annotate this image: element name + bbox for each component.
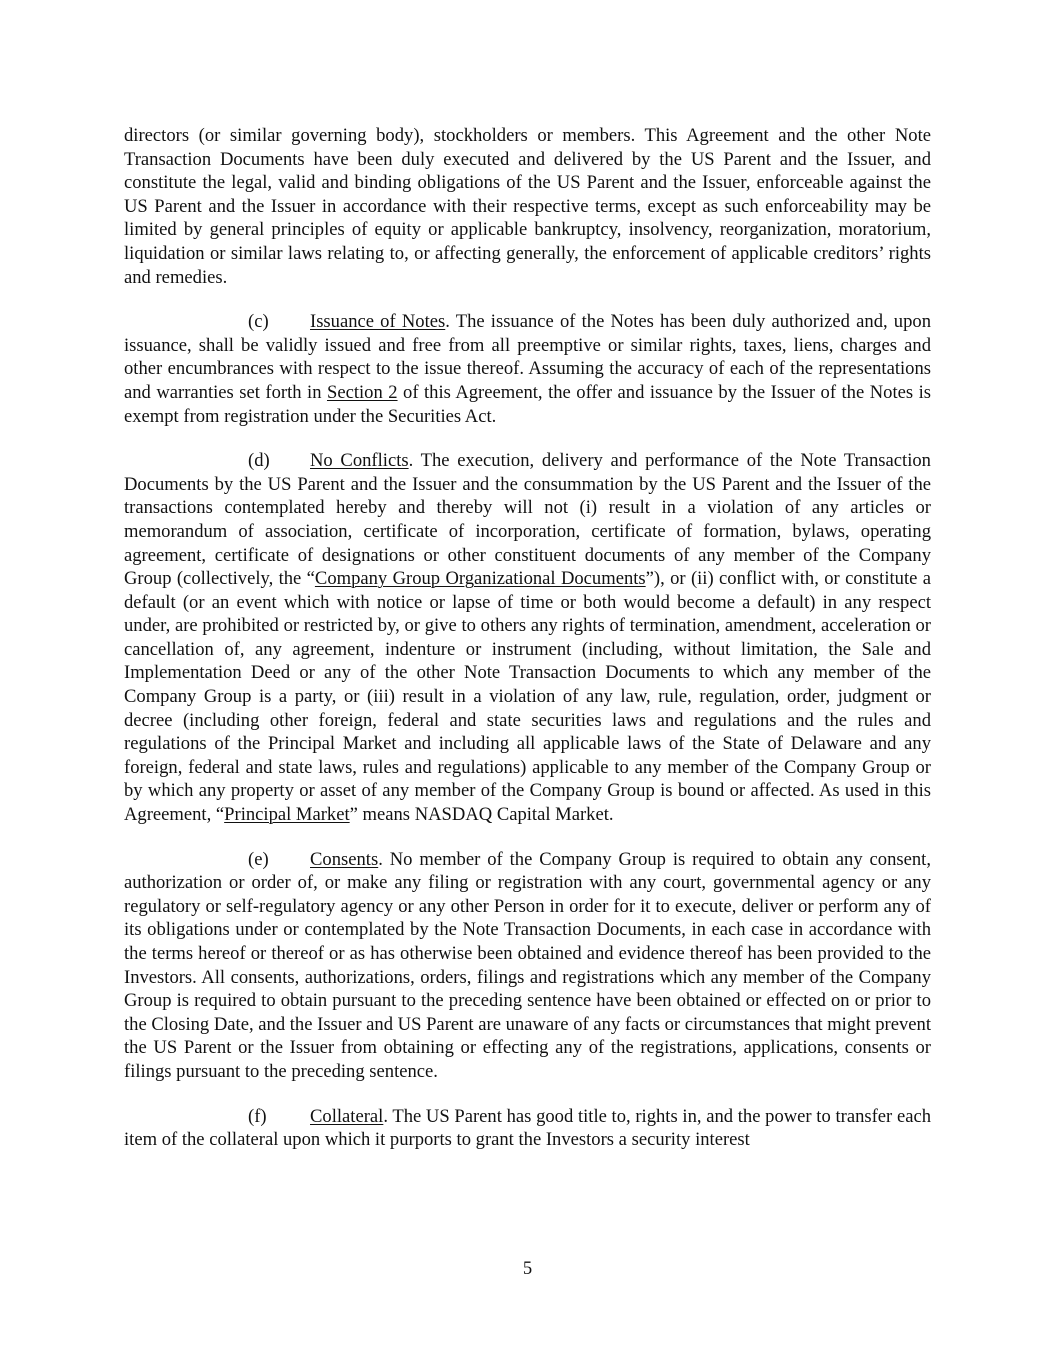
paragraph-f-label: (f) (248, 1105, 267, 1127)
paragraph-c-label: (c) (248, 311, 269, 333)
paragraph-c-text-2: of this Agreement, the offer and issuance by the Issuer of the Notes is exempt from registration under the Securities Act. (124, 381, 931, 427)
paragraph-d-label: (d) (248, 450, 270, 472)
paragraph-e-label: (e) (248, 848, 269, 870)
paragraph-d (124, 449, 931, 827)
paragraph-d-text-2: ”), or (ii) conflict with, or constitute a default (or an event which with notice or lapse of time or both would become a default) in any respect under, are prohibited or restricted by, or give to others any rights of termination, amendment, acceleration or cancellation of, any agreement, indenture or instrument (including, without limitation, the Sale and Implementation Deed or any of the other Note Transaction Documents to which any member of the Company Group is a party, or (iii) result in a violation of any law, rule, regulation, order, judgment or decree (including other foreign, federal and state securities laws and regulations and the rules and regulations of the Principal Market and including all applicable laws of the State of Delaware and any foreign, federal and state laws, rules and regulations) applicable to any member of the Company Group or by which any property or asset of any member of the Company Group is bound or affected. As used in this Agreement, “ (124, 568, 931, 826)
paragraph-d-heading: No Conflicts (310, 450, 409, 472)
paragraph-c-text-1: . The issuance of the Notes has been duly authorized and, upon issuance, shall be validly issued and free from all preemptive or similar rights, taxes, liens, charges and other encumbrances with respect to the issue thereof. Assuming the accuracy of each of the representations and warranties set forth in (124, 311, 931, 403)
defined-term-company-group-organizational-documents: Company Group Organizational Documents (314, 568, 646, 590)
paragraph-e (124, 848, 931, 1084)
page-number: 5 (522, 1258, 533, 1279)
paragraph-b-continued (124, 124, 931, 289)
paragraph-d-text-1: . The execution, delivery and performance of the Note Transaction Documents by the US Parent and the Issuer and the consummation by the US Parent and the Issuer of the transactions contemplated hereby and thereby will not (i) result in a violation of any articles or memorandum of association, certificate of incorporation, certificate of formation, bylaws, operating agreement, certificate of designations or other constituent documents of any member of the Company Group (collectively, the “ (124, 450, 931, 590)
paragraph-f (124, 1105, 931, 1152)
paragraph-f-text-1: . The US Parent has good title to, rights in, and the power to transfer each item of the collateral upon which it purports to grant the Investors a security interest (124, 1105, 931, 1151)
paragraph-f-heading: Collateral (310, 1105, 384, 1127)
paragraph-b-text: directors (or similar governing body), stockholders or members. This Agreement and the other Note Transaction Documents have been duly executed and delivered by the US Parent and the Issuer, and constitute the legal, valid and binding obligations of the US Parent and the Issuer, enforceable against the US Parent and the Issuer in accordance with their respective terms, except as such enforceability may be limited by general principles of equity or applicable bankruptcy, insolvency, reorganization, moratorium, liquidation or similar laws relating to, or affecting generally, the enforcement of applicable creditors’ rights and remedies. (124, 125, 931, 288)
paragraph-e-heading: Consents (310, 848, 379, 870)
paragraph-d-text-3: ” means NASDAQ Capital Market. (349, 804, 614, 826)
defined-term-principal-market: Principal Market (224, 804, 350, 826)
document-body (124, 124, 931, 1152)
paragraph-e-text-1: . No member of the Company Group is required to obtain any consent, authorization or order of, or make any filing or registration with any court, governmental agency or any regulatory or self-regulatory agency or any other Person in order for it to execute, deliver or perform any of its obligations under or contemplated by the Note Transaction Documents, in each case in accordance with the terms hereof or thereof or as has otherwise been obtained and evidence thereof has been provided to the Investors. All consents, authorizations, orders, filings and registrations which any member of the Company Group is required to obtain pursuant to the preceding sentence have been obtained or effected on or prior to the Closing Date, and the Issuer and US Parent are unaware of any facts or circumstances that might prevent the US Parent or the Issuer from obtaining or effecting any of the registrations, applications, consents or filings pursuant to the preceding sentence. (124, 848, 932, 1082)
paragraph-c (124, 310, 931, 428)
section-2-reference: Section 2 (326, 381, 398, 403)
paragraph-c-heading: Issuance of Notes (310, 311, 446, 333)
